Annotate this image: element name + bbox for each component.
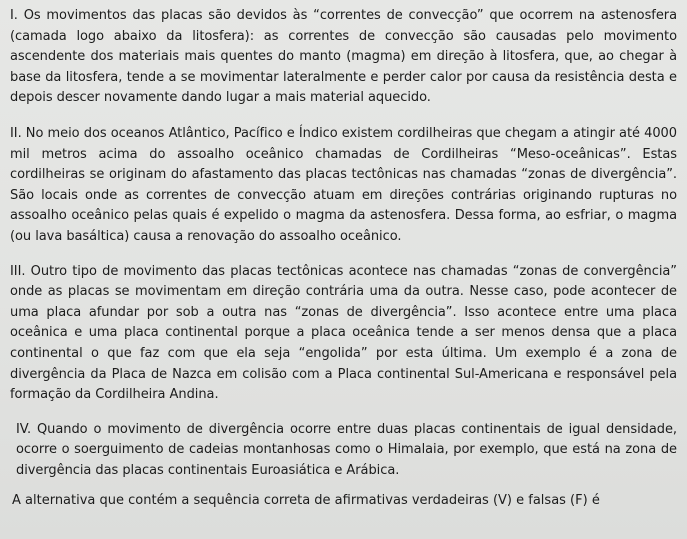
statement-ii: II. No meio dos oceanos Atlântico, Pacífico e Índico existem cordilheiras que chegam a atingir até 4000 mil metros acima do assoalho oceânico chamadas de Cordilheiras “Meso-oceânicas”. Estas cordilheiras se originam do afastamento das placas tectônicas nas chamadas “zonas de divergência”. São locais onde as correntes de convecção atuam em direções contrárias originando rupturas no assoalho oceânico pelas quais é expelido o magma da astenosfera. Dessa forma, ao esfriar, o magma (ou lava basáltica) causa a renovação do assoalho oceânico.	[10, 125, 677, 244]
statement-iv: IV. Quando o movimento de divergência ocorre entre duas placas continentais de igual densidade, ocorre o soerguimento de cadeias montanhosas como o Himalaia, por exemplo, que está na zona de divergência das placas continentais Euroasiática e Arábica.	[16, 421, 677, 478]
question-prompt: A alternativa que contém a sequência correta de afirmativas verdadeiras (V) e falsas (F) é	[12, 493, 600, 509]
statement-iii: III. Outro tipo de movimento das placas tectônicas acontece nas chamadas “zonas de convergência” onde as placas se movimentam em direção contrária uma da outra. Nesse caso, pode acontecer de uma placa afundar por sob a outra nas “zonas de divergência”. Isso acontece entre uma placa oceânica e uma placa continental porque a placa oceânica tende a ser menos densa que a placa continental o que faz com que ela seja “engolida” por esta última. Um exemplo é a zona de divergência da Placa de Nazca em colisão com a Placa continental Sul-Americana e responsável pela formação da Cordilheira Andina.	[10, 263, 677, 403]
statement-i: I. Os movimentos das placas são devidos às “correntes de convecção” que ocorrem na astenosfera (camada logo abaixo da litosfera): as correntes de convecção são causadas pelo movimento ascendente dos materiais mais quentes do manto (magma) em direção à litosfera, que, ao chegar à base da litosfera, tende a se movimentar lateralmente e perder calor por causa da resistência desta e depois descer novamente dando lugar a mais material aquecido.	[10, 8, 677, 106]
